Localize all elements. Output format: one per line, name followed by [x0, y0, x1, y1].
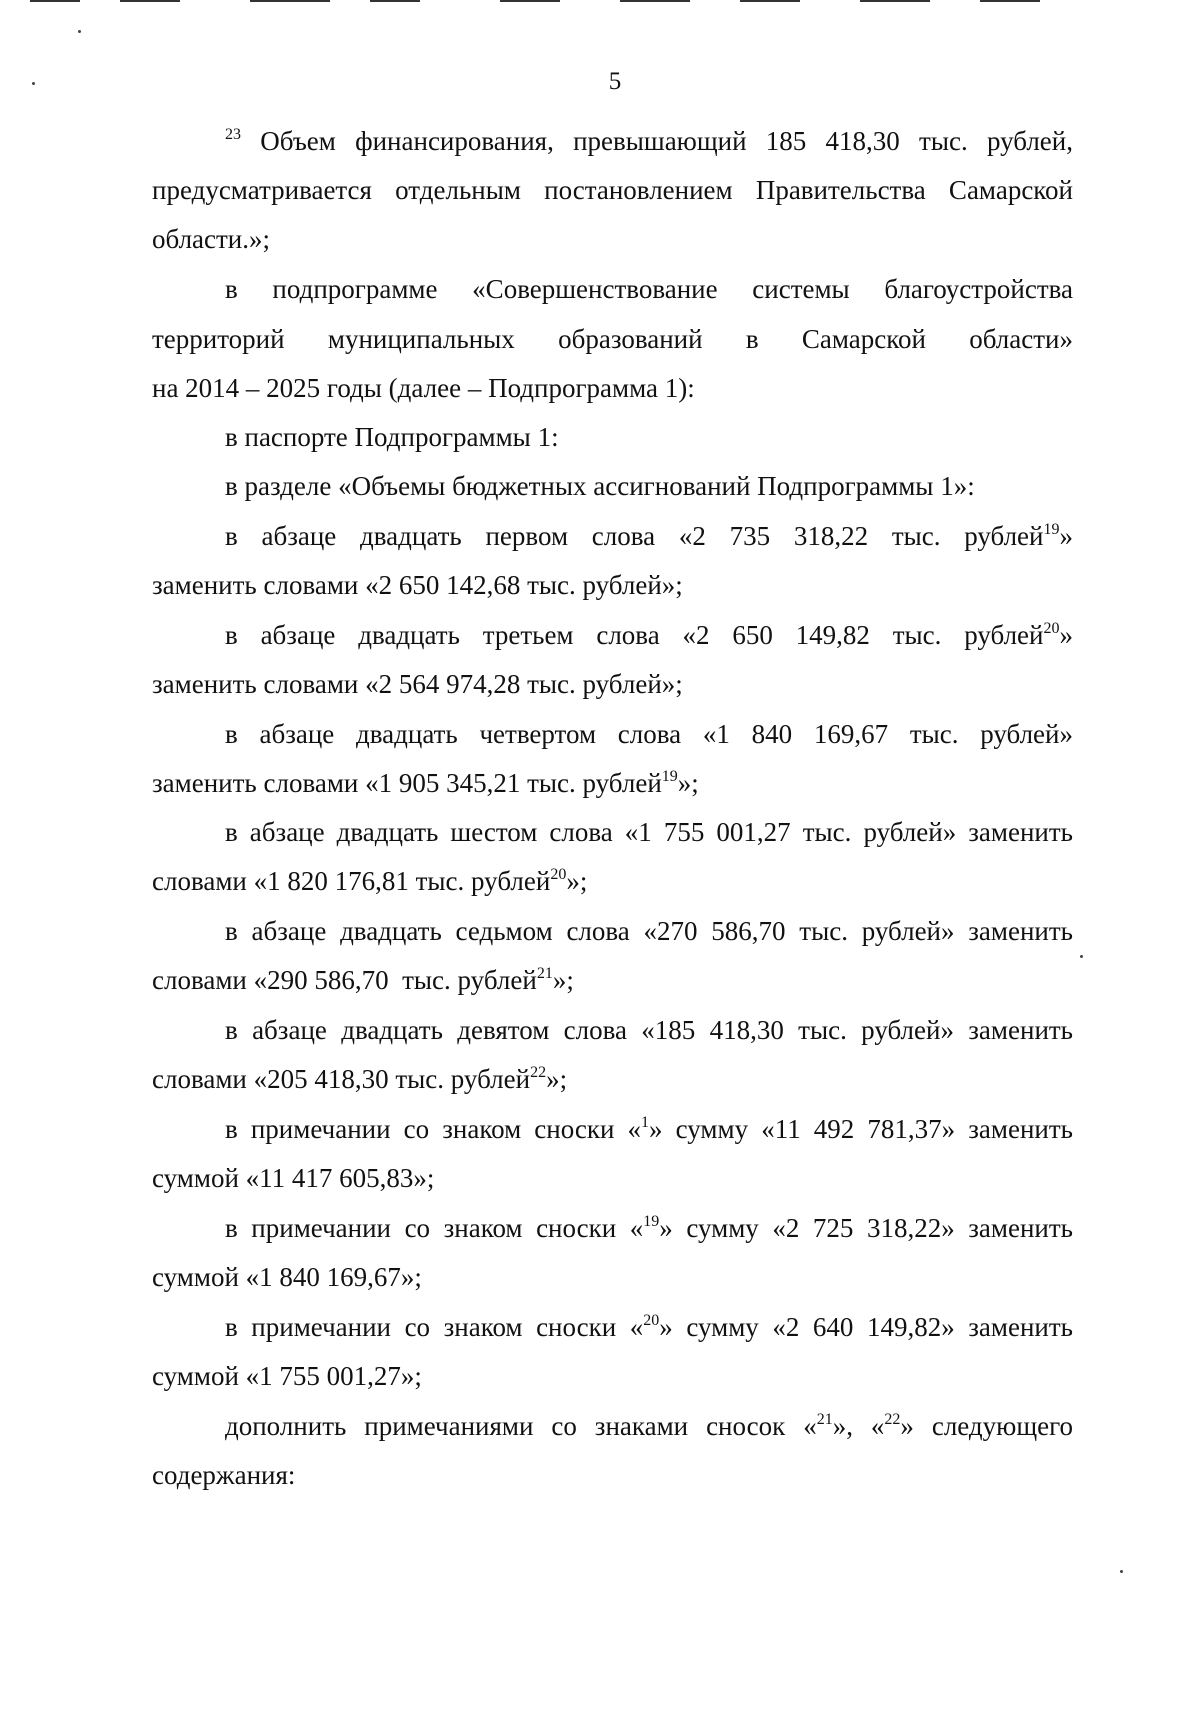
amendment-5-line-2: словами «290 586,70 тыс. рублей$^{21}$»; — [152, 965, 574, 995]
footnote-line-1 — [225, 124, 1073, 158]
amendment-1-line-2: заменить словами «2 650 142,68 тыс. рублей»; — [152, 570, 683, 600]
amendment-4-line-1: в абзаце двадцать шестом слова «1 755 001,27 тыс. рублей» заменить — [225, 817, 1073, 847]
footnote-ref: 22 — [530, 1064, 547, 1081]
footnote-line-3: области.»; — [152, 224, 271, 254]
page-number: 5 — [608, 68, 622, 95]
amendment-2-line-1: в абзаце двадцать третьем слова «2 650 149,82 тыс. рублей$^{20}$» — [225, 620, 1073, 650]
note-3-line-1: в примечании со знаком сноски «$^{20}$» сумму «2 640 149,82» заменить — [225, 1312, 1073, 1342]
scan-speck — [1080, 955, 1083, 958]
subprogram-intro-line-1: в подпрограмме «Совершенствование системы благоустройства — [225, 274, 1073, 304]
amendment-6-line-2: словами «205 418,30 тыс. рублей$^{22}$»; — [152, 1064, 568, 1094]
scan-edge-mark — [860, 0, 930, 2]
footnote-line-2: предусматривается отдельным постановлением Правительства Самарской — [152, 175, 1073, 205]
scan-edge-mark — [30, 0, 80, 2]
amendment-3-line-1: в абзаце двадцать четвертом слова «1 840 169,67 тыс. рублей» — [225, 719, 1073, 749]
footnote-ref: 19 — [643, 1213, 660, 1230]
scan-speck — [1120, 1570, 1123, 1573]
scan-edge-mark — [120, 0, 180, 2]
amendment-1-line-1: в абзаце двадцать первом слова «2 735 318,22 тыс. рублей$^{19}$» — [225, 521, 1073, 551]
amendment-2-line-2: заменить словами «2 564 974,28 тыс. рублей»; — [152, 669, 683, 699]
passport-heading: в паспорте Подпрограммы 1: — [225, 422, 559, 452]
scan-edge-mark — [250, 0, 330, 2]
note-1-line-1: в примечании со знаком сноски «$^1$» сумму «11 492 781,37» заменить — [225, 1114, 1073, 1144]
scan-speck — [78, 30, 81, 33]
footnote-ref: 19 — [1043, 521, 1060, 538]
footnote-ref: 20 — [550, 866, 567, 883]
scan-edge-mark — [370, 0, 420, 2]
footnote-text: Объем финансирования, превышающий 185 418,30 тыс. рублей, — [260, 126, 1073, 156]
footnote-ref: 21 — [816, 1411, 833, 1428]
subprogram-intro-line-2: территорий муниципальных образований в Самарской области» — [152, 324, 1073, 354]
scan-edge-mark — [740, 0, 800, 2]
footnote-ref: 20 — [1043, 620, 1060, 637]
footnote-ref: 20 — [643, 1312, 660, 1329]
supplement-line-2: содержания: — [152, 1460, 296, 1490]
note-2-line-2: суммой «1 840 169,67»; — [152, 1262, 422, 1292]
footnote-ref: 22 — [884, 1411, 901, 1428]
note-3-line-2: суммой «1 755 001,27»; — [152, 1361, 422, 1391]
note-2-line-1: в примечании со знаком сноски «$^{19}$» сумму «2 725 318,22» заменить — [225, 1213, 1073, 1243]
amendment-3-line-2: заменить словами «1 905 345,21 тыс. рублей$^{19}$»; — [152, 768, 699, 798]
footnote-ref: 19 — [661, 768, 678, 785]
footnote-mark: 23 — [225, 126, 241, 143]
note-1-line-2: суммой «11 417 605,83»; — [152, 1163, 435, 1193]
supplement-line-1: дополнить примечаниями со знаками сносок «$^{21}$», «$^{22}$» следующего — [225, 1411, 1074, 1441]
section-heading: в разделе «Объемы бюджетных ассигнований Подпрограммы 1»: — [225, 471, 975, 501]
scan-edge-mark — [620, 0, 690, 2]
scan-edge-mark — [980, 0, 1040, 2]
scan-edge-mark — [500, 0, 560, 2]
footnote-ref: 21 — [536, 965, 553, 982]
footnote-ref: 1 — [641, 1114, 650, 1131]
amendment-4-line-2: словами «1 820 176,81 тыс. рублей$^{20}$»; — [152, 866, 588, 896]
amendment-5-line-1: в абзаце двадцать седьмом слова «270 586,70 тыс. рублей» заменить — [225, 916, 1073, 946]
amendment-6-line-1: в абзаце двадцать девятом слова «185 418,30 тыс. рублей» заменить — [225, 1015, 1073, 1045]
subprogram-intro-line-3: на 2014 – 2025 годы (далее – Подпрограмма 1): — [152, 373, 695, 403]
